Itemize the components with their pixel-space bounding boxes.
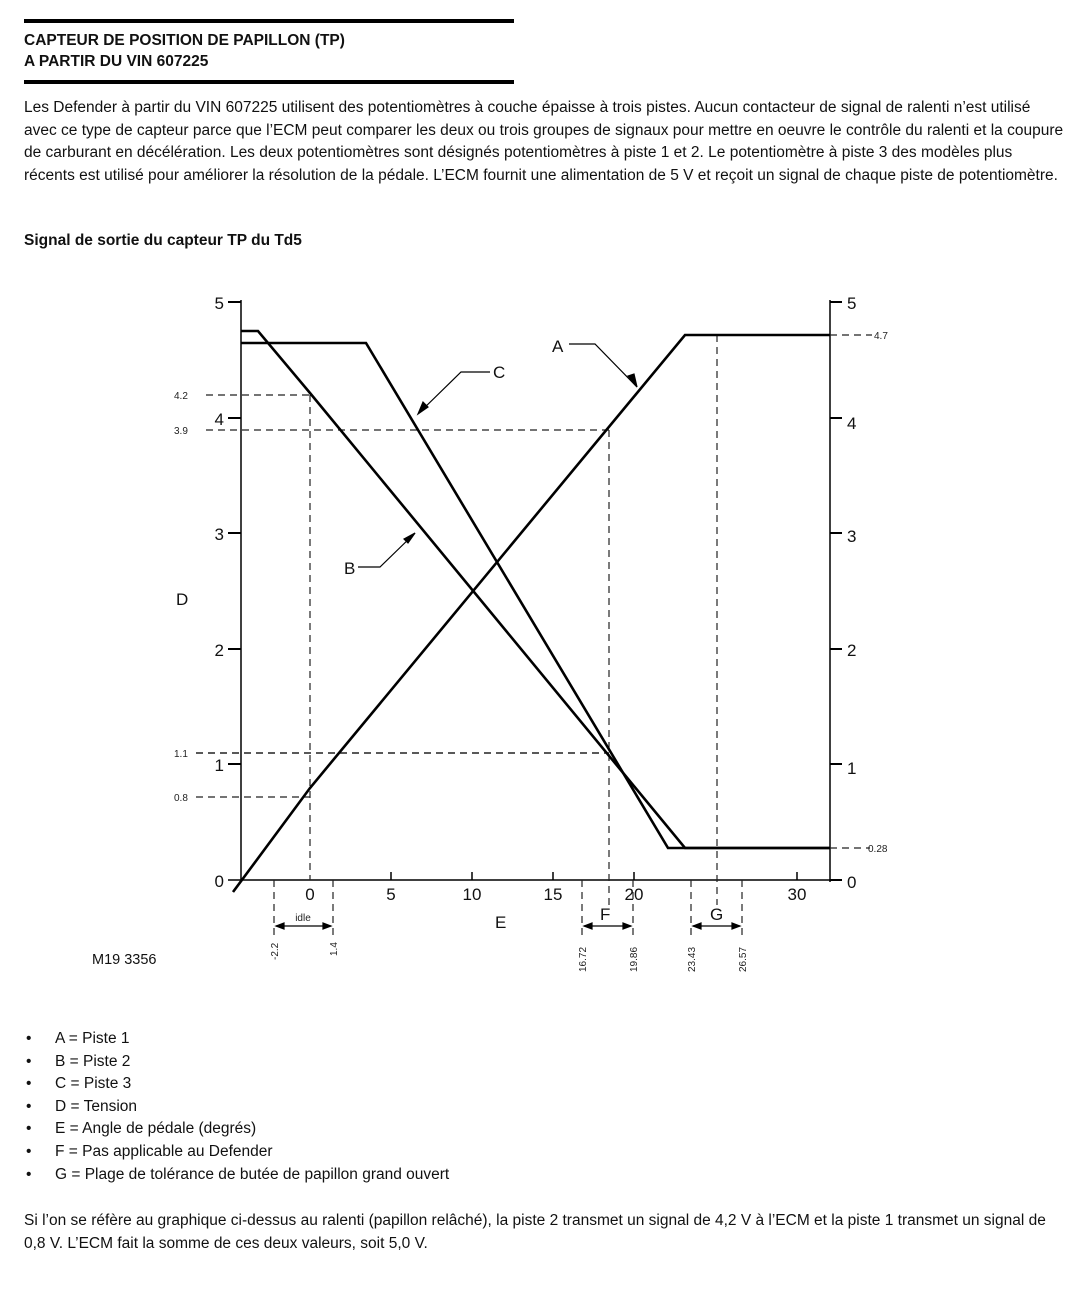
legend-item-e xyxy=(24,1118,449,1141)
x-tick-30: 30 xyxy=(787,885,807,904)
idle-hi-value: 1.4 xyxy=(329,942,340,956)
bullet: • xyxy=(26,1120,32,1138)
idle-lo-value: -2.2 xyxy=(270,942,281,960)
range-values xyxy=(270,942,749,972)
y-tick-1: 1 xyxy=(214,756,224,775)
y-tick-right-3: 3 xyxy=(847,527,857,546)
series-label-a: A xyxy=(552,337,564,356)
x-tick-5: 5 xyxy=(386,885,396,904)
page-title xyxy=(24,30,345,72)
series-label-c: C xyxy=(493,363,506,382)
f-hi-value: 19.86 xyxy=(629,946,640,972)
g-lo-value: 23.43 xyxy=(687,946,698,972)
y-axis-label-d: D xyxy=(176,590,189,609)
callouts xyxy=(276,344,740,929)
band-label-f: F xyxy=(600,905,611,924)
legend-text: E = Angle de pédale (degrés) xyxy=(55,1120,257,1138)
series-b-line xyxy=(241,331,830,848)
bullet: • xyxy=(26,1075,32,1093)
x-tick-20: 20 xyxy=(624,885,644,904)
g-hi-value: 26.57 xyxy=(738,946,749,972)
y-tick-labels-right xyxy=(847,294,856,892)
figure-id: M19 3356 xyxy=(92,952,157,968)
legend-text: G = Plage de tolérance de butée de papillon grand ouvert xyxy=(55,1165,450,1183)
y-tick-right-4: 4 xyxy=(847,414,857,433)
legend-list xyxy=(24,1028,449,1186)
legend-item-d xyxy=(24,1096,449,1119)
title-bottom-rule xyxy=(24,80,514,84)
x-tick-labels xyxy=(305,885,806,904)
reference-values xyxy=(174,331,888,924)
y-tick-right-1: 1 xyxy=(847,759,857,778)
y-tick-labels-left xyxy=(215,294,224,891)
y-tick-right-5: 5 xyxy=(847,294,857,313)
ref-label-0-28: 0.28 xyxy=(868,844,888,855)
title-line-1: CAPTEUR DE POSITION DE PAPILLON (TP) xyxy=(24,32,345,49)
axis-and-series-labels xyxy=(176,337,723,932)
conclusion-paragraph: Si l’on se réfère au graphique ci-dessus au ralenti (papillon relâché), la piste 2 transmet un signal de 4,2 V à l’ECM et la piste 1 transmet un signal de 0,8 V. L’ECM fait la somme de ces deux valeurs, soit 5,0 V. xyxy=(24,1212,1046,1252)
y-tick-5: 5 xyxy=(214,294,224,313)
reference-lines xyxy=(196,335,872,935)
band-label-g: G xyxy=(710,905,724,924)
series-c-line xyxy=(241,343,830,848)
y-tick-0: 0 xyxy=(214,872,224,891)
y-tick-2: 2 xyxy=(214,641,224,660)
ref-label-4-7: 4.7 xyxy=(874,331,888,342)
title-line-2: A PARTIR DU VIN 607225 xyxy=(24,53,209,70)
bullet: • xyxy=(26,1165,32,1183)
ref-label-4-2: 4.2 xyxy=(174,391,188,402)
legend-item-g xyxy=(24,1164,449,1187)
idle-label: idle xyxy=(295,913,311,924)
bullet: • xyxy=(26,1097,32,1115)
legend-item-a xyxy=(24,1028,449,1051)
legend-item-b xyxy=(24,1051,449,1074)
title-top-rule xyxy=(24,19,514,23)
y-tick-right-2: 2 xyxy=(847,641,857,660)
ref-label-1-1: 1.1 xyxy=(174,749,188,760)
legend-text: A = Piste 1 xyxy=(55,1030,130,1047)
legend-text: B = Piste 2 xyxy=(55,1052,131,1070)
bullet: • xyxy=(26,1030,32,1047)
ref-label-3-9: 3.9 xyxy=(174,426,188,437)
legend-item-f xyxy=(24,1141,449,1164)
x-axis-label-e: E xyxy=(495,913,507,932)
ref-label-0-8: 0.8 xyxy=(174,793,188,804)
legend-item-c xyxy=(24,1073,449,1096)
legend-text: F = Pas applicable au Defender xyxy=(55,1142,273,1160)
x-tick-15: 15 xyxy=(543,885,563,904)
bullet: • xyxy=(26,1142,32,1160)
series-lines xyxy=(233,331,830,892)
y-tick-right-0: 0 xyxy=(847,873,857,892)
chart-heading: Signal de sortie du capteur TP du Td5 xyxy=(24,232,302,249)
x-tick-10: 10 xyxy=(462,885,482,904)
bullet: • xyxy=(26,1052,32,1070)
intro-paragraph: Les Defender à partir du VIN 607225 utilisent des potentiomètres à couche épaisse à trois pistes. Aucun contacteur de signal de ralenti n’est utilisé avec ce type de capteur parce que l’ECM peut comparer les deux ou trois groupes de signaux pour mettre en oeuvre le contrôle du ralenti et la coupure de carburant en décélération. Les deux potentiomètres sont désignés potentiomètres à piste 1 et 2. Le potentiomètre à piste 3 des modèles plus récents est utilisé pour améliorer la résolution de la pédale. L’ECM fournit une alimentation de 5 V et reçoit un signal de chaque piste de potentiomètre. xyxy=(24,99,1064,184)
y-tick-4: 4 xyxy=(214,410,224,429)
legend-text: C = Piste 3 xyxy=(55,1075,132,1093)
x-tick-0: 0 xyxy=(305,885,315,904)
axes xyxy=(228,300,842,882)
series-label-b: B xyxy=(344,559,356,578)
f-lo-value: 16.72 xyxy=(578,946,589,972)
series-a-line xyxy=(233,335,830,892)
tp-sensor-chart xyxy=(0,280,1082,1000)
legend-text: D = Tension xyxy=(55,1097,138,1115)
y-tick-3: 3 xyxy=(214,525,224,544)
